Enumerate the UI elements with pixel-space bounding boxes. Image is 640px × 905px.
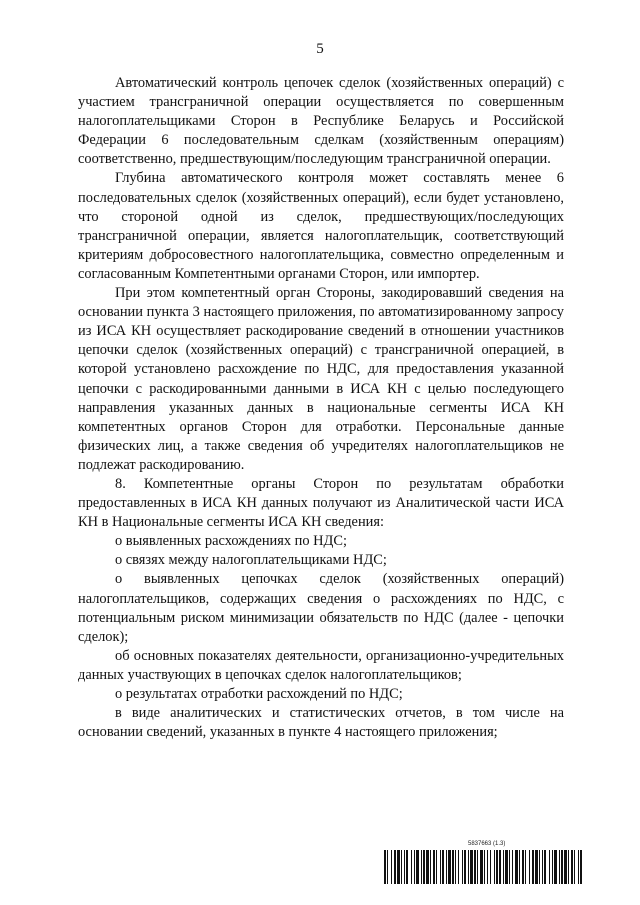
barcode-bar: [414, 850, 415, 884]
barcode-bar: [532, 850, 534, 884]
list-item: о выявленных расхождениях по НДС;: [115, 533, 347, 550]
barcode-bar: [494, 850, 495, 884]
barcode-bar: [574, 850, 575, 884]
barcode-bar: [433, 850, 435, 884]
barcode-bar: [416, 850, 419, 884]
barcode-bar: [446, 850, 447, 884]
barcode-bar: [512, 850, 513, 884]
document-barcode-block: [384, 841, 584, 887]
list-item: о связях между налогоплательщиками НДС;: [115, 552, 387, 569]
barcode-bar: [580, 850, 582, 884]
barcode-bar: [421, 850, 422, 884]
barcode-bar: [509, 850, 510, 884]
barcode-bar: [549, 850, 550, 884]
barcode-bar: [455, 850, 456, 884]
barcode-bar: [535, 850, 538, 884]
barcode-bar: [490, 850, 491, 884]
barcode-bar: [436, 850, 437, 884]
barcode-bar: [559, 850, 560, 884]
barcode-bar: [487, 850, 488, 884]
barcode-bar: [484, 850, 485, 884]
list-item: о результатах отработки расхождений по НДС;: [115, 686, 403, 702]
barcode-bar: [515, 850, 518, 884]
barcode-icon: [384, 850, 584, 884]
barcode-bar: [464, 850, 466, 884]
barcode-bar: [426, 850, 429, 884]
barcode-bar: [468, 850, 469, 884]
page-number: 5: [316, 41, 324, 57]
barcode-bar: [387, 850, 388, 884]
barcode-bar: [503, 850, 504, 884]
list-item: об основных показателях деятельности, организационно-учредительных данных участвующих в цепочках сделок налогоплательщиков;: [78, 647, 564, 683]
barcode-bar: [462, 850, 463, 884]
barcode-bar: [404, 850, 405, 884]
barcode-bar: [394, 850, 396, 884]
barcode-bar: [384, 850, 386, 884]
list-item: о выявленных цепочках сделок (хозяйственных операций) налогоплательщиков, содержащих сведения о расхождениях по НДС, с потенциальным риском минимизации обязательств по НДС (далее - цепочки сделок);: [78, 571, 564, 645]
barcode-bar: [430, 850, 431, 884]
paragraph: Автоматический контроль цепочек сделок (хозяйственных операций) с участием трансграничной операции осуществляется по совершенным налогоплательщиками Сторон в Республике Беларусь и Российской Федерации 6 последовательным сделкам (хозяйственным операциям) соответственно, предшествующим/последующим трансграничной операции.: [78, 75, 564, 168]
list-item: в виде аналитических и статистических отчетов, в том числе на основании сведений, указанных в пункте 4 настоящего приложения;: [78, 705, 564, 741]
barcode-bar: [448, 850, 451, 884]
barcode-bar: [505, 850, 508, 884]
paragraph: При этом компетентный орган Стороны, закодировавший сведения на основании пункта 3 настоящего приложения, по автоматизированному запросу из ИСА КН осуществляет раскодирование сведений в отношении участников цепочки сделок (хозяйственных операций) с трансграничной операцией, в которой установлено расхождение по НДС, для предоставления указанной цепочки с раскодированными данными в ИСА КН с целью последующего направления указанных данных в национальные сегменты ИСА КН компетентных органов Сторон для отработки. Персональные данные физических лиц, а также сведения об учредителях налогоплательщиков не подлежат раскодированию.: [78, 285, 564, 473]
barcode-bar: [554, 850, 557, 884]
barcode-bar: [539, 850, 540, 884]
barcode-bar: [440, 850, 441, 884]
barcode-bar: [470, 850, 473, 884]
barcode-bar: [391, 850, 392, 884]
barcode-bar: [571, 850, 573, 884]
barcode-bar: [496, 850, 498, 884]
barcode-bar: [564, 850, 567, 884]
barcode-bar: [561, 850, 563, 884]
barcode-bar: [442, 850, 444, 884]
barcode-bar: [529, 850, 530, 884]
barcode-code: 5837663 (1.3): [468, 841, 506, 847]
barcode-bar: [477, 850, 478, 884]
barcode-bar: [525, 850, 526, 884]
barcode-bar: [519, 850, 520, 884]
barcode-bar: [474, 850, 476, 884]
barcode-bar: [458, 850, 459, 884]
barcode-bar: [452, 850, 454, 884]
barcode-bar: [499, 850, 501, 884]
barcode-bar: [544, 850, 546, 884]
barcode-bar: [542, 850, 543, 884]
barcode-bar: [578, 850, 579, 884]
barcode-bar: [401, 850, 402, 884]
barcode-bar: [406, 850, 408, 884]
paragraph: Глубина автоматического контроля может составлять менее 6 последовательных сделок (хозяйственных операций), если будет установлено, что стороной одной из сделок, предшествующих/последующих трансграничной операции, является налогоплательщик, соответствующий критериям добросовестного налогоплательщика, совместно определенным и согласованным Компетентными органами Сторон, или импортер.: [78, 170, 564, 282]
barcode-bar: [522, 850, 524, 884]
paragraph: 8. Компетентные органы Сторон по результатам обработки предоставленных в ИСА КН данных получают из Аналитической части ИСА КН в Национальные сегменты ИСА КН сведения:: [78, 475, 564, 531]
document-body: [78, 74, 564, 742]
barcode-bar: [423, 850, 425, 884]
barcode-bar: [397, 850, 400, 884]
barcode-bar: [552, 850, 553, 884]
barcode-bar: [411, 850, 412, 884]
barcode-bar: [568, 850, 569, 884]
barcode-bar: [480, 850, 483, 884]
